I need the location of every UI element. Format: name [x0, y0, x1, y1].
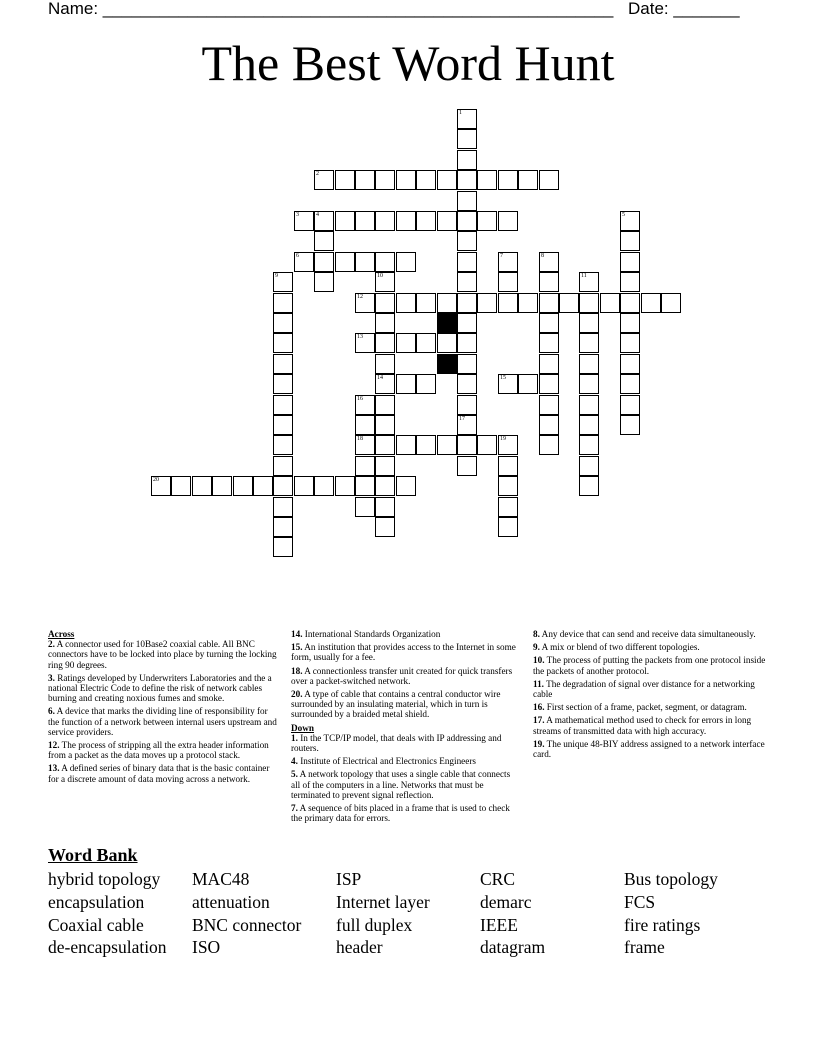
grid-cell[interactable] [477, 435, 497, 455]
grid-cell[interactable] [335, 170, 355, 190]
grid-cell[interactable] [498, 476, 518, 496]
clues-column-2 [291, 629, 519, 826]
grid-cell[interactable] [273, 456, 293, 476]
grid-cell[interactable] [171, 476, 191, 496]
word-bank-item: MAC48 [192, 869, 250, 889]
across-heading: Across [48, 629, 75, 639]
grid-cell[interactable] [294, 476, 314, 496]
grid-cell[interactable] [579, 272, 599, 292]
grid-cell[interactable] [355, 252, 375, 272]
grid-cell[interactable] [498, 272, 518, 292]
grid-cell[interactable] [600, 293, 620, 313]
grid-cell[interactable] [620, 313, 640, 333]
grid-cell[interactable] [416, 211, 436, 231]
clue-number-label: 18. [291, 665, 303, 676]
grid-cell[interactable] [579, 415, 599, 435]
grid-cell[interactable] [273, 415, 293, 435]
grid-cell[interactable] [477, 293, 497, 313]
grid-cell[interactable] [375, 293, 395, 313]
word-bank-item: de-encapsulation [48, 937, 167, 958]
clue-number: 3 [296, 212, 299, 218]
grid-cell[interactable] [437, 435, 457, 455]
grid-cell[interactable] [396, 333, 416, 353]
clue-text: A sequence of bits placed in a frame that is used to check the primary data for errors. [291, 803, 510, 824]
grid-cell[interactable] [396, 170, 416, 190]
clue-item [291, 629, 519, 639]
grid-cell[interactable] [396, 435, 416, 455]
grid-cell[interactable] [518, 170, 538, 190]
clue-text: International Standards Organization [302, 629, 441, 639]
grid-cell[interactable] [457, 313, 477, 333]
down-heading: Down [291, 722, 314, 733]
grid-cell[interactable] [375, 456, 395, 476]
clue-number-label: 14. [291, 629, 303, 639]
grid-cell[interactable] [355, 415, 375, 435]
grid-cell[interactable] [355, 395, 375, 415]
clue-text: The degradation of signal over distance for a networking cable [533, 678, 755, 700]
grid-cell[interactable] [457, 231, 477, 251]
grid-cell[interactable] [314, 231, 334, 251]
grid-cell[interactable] [437, 333, 457, 353]
clue-number-label: 17. [533, 715, 545, 726]
grid-cell[interactable] [498, 374, 518, 394]
clue-number-label: 10. [533, 655, 545, 666]
clue-number: 8 [541, 253, 544, 259]
black-cell [437, 313, 457, 333]
page-title: The Best Word Hunt [201, 35, 615, 91]
grid-cell[interactable] [437, 170, 457, 190]
clue-number-label: 15. [291, 642, 303, 653]
grid-cell[interactable] [375, 333, 395, 353]
grid-cell[interactable] [396, 293, 416, 313]
clue-text: A device that marks the dividing line of responsibility for the function of a network between internal users upstream and service providers. [48, 706, 277, 737]
grid-cell[interactable] [539, 313, 559, 333]
clue-text: A connector used for 10Base2 coaxial cable. All BNC connectors have to be locked into place by turning the locking ring 90 degrees. [48, 639, 277, 670]
grid-cell[interactable] [620, 395, 640, 415]
grid-cell[interactable] [457, 170, 477, 190]
clue-item [533, 642, 768, 652]
date-line: Date: _______ [628, 0, 740, 18]
clue-item [291, 689, 519, 720]
grid-cell[interactable] [335, 476, 355, 496]
clue-item [533, 655, 768, 675]
grid-cell[interactable] [457, 374, 477, 394]
clue-item [533, 679, 768, 699]
word-bank-item: BNC connector [192, 914, 302, 935]
grid-cell[interactable] [314, 476, 334, 496]
across-clues-list [48, 639, 278, 784]
clue-number: 12 [357, 294, 363, 300]
clue-number: 6 [296, 253, 299, 259]
grid-cell[interactable] [335, 211, 355, 231]
grid-cell[interactable] [416, 333, 436, 353]
clue-item [291, 666, 519, 686]
clue-number: 16 [357, 396, 363, 402]
clue-text: Ratings developed by Underwriters Laboratories and the a national Electric Code to define the risk of network cables burning and creating noxious fumes and smoke. [48, 672, 272, 704]
clue-item [48, 673, 278, 704]
clue-item [533, 702, 768, 712]
grid-cell[interactable] [273, 374, 293, 394]
word-bank-item: hybrid topology [48, 869, 161, 889]
grid-cell[interactable] [375, 517, 395, 537]
grid-cell[interactable] [457, 293, 477, 313]
grid-cell[interactable] [273, 272, 293, 292]
grid-cell[interactable] [457, 395, 477, 415]
clue-number-label: 12. [48, 740, 60, 751]
grid-cell[interactable] [579, 476, 599, 496]
black-cell [437, 354, 457, 374]
grid-cell[interactable] [314, 211, 334, 231]
clue-item [533, 629, 768, 639]
grid-cell[interactable] [620, 231, 640, 251]
clue-text: Institute of Electrical and Electronics Engineers [297, 756, 476, 767]
word-bank-item: datagram [480, 937, 546, 958]
clue-text: Any device that can send and receive data simultaneously. [539, 629, 756, 639]
clue-number-label: 4. [291, 756, 298, 767]
clue-item [291, 756, 519, 766]
grid-cell[interactable] [355, 456, 375, 476]
grid-cell[interactable] [539, 415, 559, 435]
grid-cell[interactable] [620, 272, 640, 292]
grid-cell[interactable] [416, 374, 436, 394]
grid-cell[interactable] [355, 293, 375, 313]
grid-cell[interactable] [457, 109, 477, 129]
grid-cell[interactable] [620, 333, 640, 353]
word-bank-item: ISP [336, 869, 362, 889]
grid-cell[interactable] [579, 374, 599, 394]
word-bank-item: encapsulation [48, 891, 145, 912]
clue-number: 1 [459, 110, 462, 116]
word-bank-column [336, 868, 430, 959]
grid-cell[interactable] [539, 333, 559, 353]
grid-cell[interactable] [498, 456, 518, 476]
grid-cell[interactable] [273, 435, 293, 455]
grid-cell[interactable] [498, 497, 518, 517]
clue-item [48, 639, 278, 670]
clue-number: 2 [316, 171, 319, 177]
word-bank-column [192, 868, 301, 959]
clue-number: 13 [357, 334, 363, 340]
grid-cell[interactable] [212, 476, 232, 496]
grid-cell[interactable] [375, 313, 395, 333]
clue-number-label: 7. [291, 803, 298, 814]
grid-cell[interactable] [539, 293, 559, 313]
grid-cell[interactable] [457, 272, 477, 292]
grid-cell[interactable] [477, 211, 497, 231]
grid-cell[interactable] [539, 252, 559, 272]
clue-text: A connectionless transfer unit created for quick transfers over a packet-switched network. [291, 665, 513, 686]
grid-cell[interactable] [579, 313, 599, 333]
clue-number-label: 3. [48, 672, 55, 683]
word-bank-item: IEEE [480, 914, 518, 935]
clue-number-label: 13. [48, 763, 60, 774]
grid-cell[interactable] [437, 293, 457, 313]
grid-cell[interactable] [559, 293, 579, 313]
grid-cell[interactable] [539, 272, 559, 292]
grid-cell[interactable] [641, 293, 661, 313]
clue-text: The process of stripping all the extra header information from a packet as the data moves up a protocol stack. [48, 740, 269, 761]
grid-cell[interactable] [498, 435, 518, 455]
grid-cell[interactable] [273, 537, 293, 557]
grid-cell[interactable] [416, 293, 436, 313]
word-bank-item: fire ratings [624, 914, 701, 935]
grid-cell[interactable] [273, 354, 293, 374]
grid-cell[interactable] [314, 252, 334, 272]
clue-number-label: 1. [291, 732, 298, 743]
grid-cell[interactable] [355, 497, 375, 517]
clue-text: The unique 48-BIY address assigned to a network interface card. [533, 738, 765, 760]
down-clues-list-continued [533, 629, 768, 759]
clue-number: 19 [500, 436, 506, 442]
grid-cell[interactable] [579, 293, 599, 313]
clue-number-label: 8. [533, 629, 540, 639]
clues-column-1 [48, 629, 278, 787]
grid-cell[interactable] [661, 293, 681, 313]
grid-cell[interactable] [620, 354, 640, 374]
grid-cell[interactable] [355, 211, 375, 231]
across-clues-list-continued [291, 629, 519, 720]
grid-cell[interactable] [273, 293, 293, 313]
grid-cell[interactable] [375, 170, 395, 190]
grid-cell[interactable] [314, 170, 334, 190]
word-bank-item: demarc [480, 891, 532, 912]
word-bank-item: attenuation [192, 891, 270, 912]
clue-number: 9 [275, 273, 278, 279]
grid-cell[interactable] [396, 374, 416, 394]
grid-cell[interactable] [620, 293, 640, 313]
clue-number-label: 20. [291, 689, 303, 700]
grid-cell[interactable] [273, 395, 293, 415]
clue-item [291, 769, 519, 800]
grid-cell[interactable] [396, 252, 416, 272]
grid-cell[interactable] [579, 354, 599, 374]
clue-number: 20 [153, 477, 159, 483]
grid-cell[interactable] [396, 476, 416, 496]
grid-cell[interactable] [620, 415, 640, 435]
clue-text: The process of putting the packets from one protocol inside the packets of another protocol. [533, 655, 766, 676]
grid-cell[interactable] [355, 476, 375, 496]
clue-item [291, 733, 519, 753]
clues-column-3 [533, 629, 768, 762]
grid-cell[interactable] [375, 374, 395, 394]
grid-cell[interactable] [539, 374, 559, 394]
clue-number-label: 5. [291, 769, 298, 780]
clue-number: 18 [357, 436, 363, 442]
grid-cell[interactable] [335, 252, 355, 272]
clue-number-label: 19. [533, 738, 545, 749]
grid-cell[interactable] [498, 170, 518, 190]
grid-cell[interactable] [273, 313, 293, 333]
grid-cell[interactable] [375, 272, 395, 292]
clue-number: 14 [377, 375, 383, 381]
clue-item [533, 715, 768, 735]
grid-cell[interactable] [416, 435, 436, 455]
grid-cell[interactable] [457, 415, 477, 435]
clue-number-label: 2. [48, 639, 55, 650]
grid-cell[interactable] [518, 374, 538, 394]
word-bank-item: header [336, 937, 383, 958]
grid-cell[interactable] [375, 395, 395, 415]
grid-cell[interactable] [579, 435, 599, 455]
grid-cell[interactable] [396, 211, 416, 231]
clue-number-label: 11. [533, 678, 544, 689]
grid-cell[interactable] [579, 395, 599, 415]
grid-cell[interactable] [375, 497, 395, 517]
grid-cell[interactable] [457, 435, 477, 455]
word-bank-column [48, 868, 167, 959]
word-bank-item: FCS [624, 891, 656, 912]
grid-cell[interactable] [151, 476, 171, 496]
grid-cell[interactable] [457, 129, 477, 149]
clue-text: A network topology that uses a single cable that connects all of the computers in a line. Networks that must be terminated to prevent signal reflection. [291, 769, 511, 800]
grid-cell[interactable] [375, 211, 395, 231]
clue-item [533, 739, 768, 759]
grid-cell[interactable] [273, 517, 293, 537]
grid-cell[interactable] [579, 456, 599, 476]
word-bank-item: Coaxial cable [48, 914, 144, 935]
name-line: Name: ______________________________________________________ [48, 0, 614, 18]
word-bank-column [624, 868, 718, 959]
word-bank-item: Internet layer [336, 891, 430, 912]
grid-cell[interactable] [539, 354, 559, 374]
grid-cell[interactable] [355, 333, 375, 353]
clue-number: 11 [581, 273, 587, 279]
grid-cell[interactable] [294, 252, 314, 272]
grid-cell[interactable] [457, 211, 477, 231]
clue-number-label: 9. [533, 642, 540, 653]
clue-item [291, 642, 519, 662]
grid-cell[interactable] [498, 293, 518, 313]
clue-text: First section of a frame, packet, segment, or datagram. [544, 702, 747, 713]
grid-cell[interactable] [273, 333, 293, 353]
grid-cell[interactable] [437, 211, 457, 231]
grid-cell[interactable] [375, 354, 395, 374]
grid-cell[interactable] [457, 252, 477, 272]
clue-text: A type of cable that contains a central conductor wire surrounded by an insulating material, which in turn is surrounded by a braided metal shield. [291, 689, 501, 720]
grid-cell[interactable] [620, 211, 640, 231]
word-bank-item: frame [624, 937, 665, 958]
grid-cell[interactable] [498, 517, 518, 537]
word-bank-item: Bus topology [624, 869, 718, 889]
grid-cell[interactable] [539, 395, 559, 415]
grid-cell[interactable] [457, 333, 477, 353]
grid-cell[interactable] [477, 170, 497, 190]
clue-text: A mathematical method used to check for errors in long streams of transmitted data with high accuracy. [533, 715, 752, 736]
clue-item [291, 803, 519, 823]
clue-item [48, 706, 278, 737]
clue-number: 4 [316, 212, 319, 218]
word-bank-item: full duplex [336, 914, 413, 935]
grid-cell[interactable] [233, 476, 253, 496]
grid-cell[interactable] [192, 476, 212, 496]
down-clues-list [291, 733, 519, 824]
word-bank-title: Word Bank [48, 845, 138, 865]
grid-cell[interactable] [498, 252, 518, 272]
word-bank-item: ISO [192, 937, 221, 958]
clue-number: 15 [500, 375, 506, 381]
clue-number: 17 [459, 416, 465, 422]
grid-cell[interactable] [539, 435, 559, 455]
clue-text: In the TCP/IP model, that deals with IP addressing and routers. [291, 732, 502, 754]
grid-cell[interactable] [355, 170, 375, 190]
grid-cell[interactable] [457, 150, 477, 170]
grid-cell[interactable] [457, 191, 477, 211]
grid-cell[interactable] [416, 170, 436, 190]
grid-cell[interactable] [294, 211, 314, 231]
clue-number: 7 [500, 253, 503, 259]
grid-cell[interactable] [539, 170, 559, 190]
grid-cell[interactable] [518, 293, 538, 313]
clue-number: 10 [377, 273, 383, 279]
word-bank-column [480, 868, 545, 959]
word-bank-item: CRC [480, 869, 516, 889]
clue-text: An institution that provides access to the Internet in some form, usually for a fee. [291, 642, 516, 663]
grid-cell[interactable] [314, 272, 334, 292]
clue-number-label: 16. [533, 702, 545, 713]
clue-number-label: 6. [48, 706, 55, 717]
grid-cell[interactable] [375, 476, 395, 496]
grid-cell[interactable] [620, 252, 640, 272]
clue-text: A mix or blend of two different topologies. [539, 642, 700, 653]
grid-cell[interactable] [253, 476, 273, 496]
clue-item [48, 740, 278, 760]
grid-cell[interactable] [375, 252, 395, 272]
grid-cell[interactable] [498, 211, 518, 231]
clue-number: 5 [622, 212, 625, 218]
grid-cell[interactable] [273, 497, 293, 517]
grid-cell[interactable] [375, 415, 395, 435]
grid-cell[interactable] [273, 476, 293, 496]
grid-cell[interactable] [355, 435, 375, 455]
clue-item [48, 763, 278, 783]
grid-cell[interactable] [457, 456, 477, 476]
grid-cell[interactable] [579, 333, 599, 353]
grid-cell[interactable] [620, 374, 640, 394]
grid-cell[interactable] [457, 354, 477, 374]
clue-text: A defined series of binary data that is the basic container for a discrete amount of data moving across a network. [48, 763, 270, 784]
grid-cell[interactable] [375, 435, 395, 455]
